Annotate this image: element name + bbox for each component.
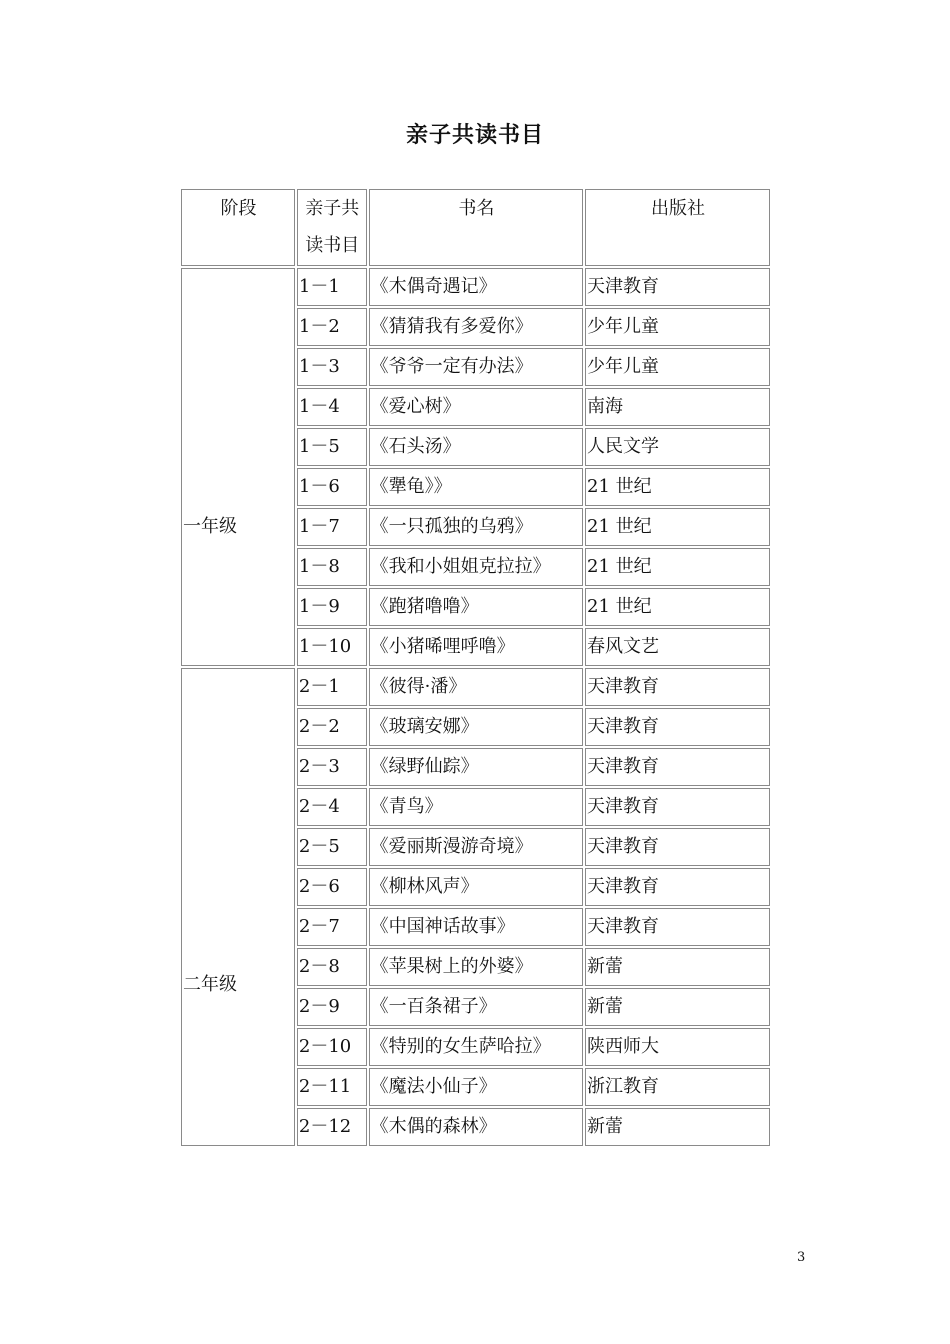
publisher-cell: 天津教育 [585, 668, 770, 706]
code-cell: 2－6 [297, 868, 367, 906]
publisher-cell: 春风文艺 [585, 628, 770, 666]
code-cell: 2－8 [297, 948, 367, 986]
publisher-cell: 21 世纪 [585, 468, 770, 506]
header-code-line1: 亲子共 [305, 198, 360, 219]
code-cell: 1－4 [297, 388, 367, 426]
publisher-cell: 天津教育 [585, 868, 770, 906]
book-title-cell: 《木偶的森林》 [369, 1108, 583, 1146]
book-title-cell: 《爷爷一定有办法》 [369, 348, 583, 386]
book-title-cell: 《一只孤独的乌鸦》 [369, 508, 583, 546]
table-body [181, 189, 770, 1146]
header-code [297, 189, 367, 266]
book-title-cell: 《石头汤》 [369, 428, 583, 466]
code-cell: 2－1 [297, 668, 367, 706]
reading-list-table [179, 187, 772, 1148]
publisher-cell: 新蕾 [585, 948, 770, 986]
code-cell: 1－6 [297, 468, 367, 506]
header-row [181, 189, 770, 266]
code-cell: 1－5 [297, 428, 367, 466]
book-title-cell: 《犟龟》》 [369, 468, 583, 506]
book-title-cell: 《爱丽斯漫游奇境》 [369, 828, 583, 866]
publisher-cell: 天津教育 [585, 828, 770, 866]
stage-label: 二年级 [183, 973, 237, 995]
header-book: 书名 [369, 189, 583, 266]
header-stage: 阶段 [181, 189, 295, 266]
book-title-cell: 《柳林风声》 [369, 868, 583, 906]
header-publisher: 出版社 [585, 189, 770, 266]
code-cell: 1－7 [297, 508, 367, 546]
book-title-cell: 《我和小姐姐克拉拉》 [369, 548, 583, 586]
book-title-cell: 《猜猜我有多爱你》 [369, 308, 583, 346]
code-cell: 1－10 [297, 628, 367, 666]
stage-cell [181, 268, 295, 666]
code-cell: 2－7 [297, 908, 367, 946]
book-title-cell: 《彼得·潘》 [369, 668, 583, 706]
publisher-cell: 21 世纪 [585, 588, 770, 626]
code-cell: 2－2 [297, 708, 367, 746]
publisher-cell: 21 世纪 [585, 548, 770, 586]
book-title-cell: 《玻璃安娜》 [369, 708, 583, 746]
book-title-cell: 《绿野仙踪》 [369, 748, 583, 786]
stage-cell [181, 668, 295, 1146]
book-title-cell: 《中国神话故事》 [369, 908, 583, 946]
table-row [181, 668, 770, 706]
publisher-cell: 新蕾 [585, 1108, 770, 1146]
code-cell: 2－9 [297, 988, 367, 1026]
book-title-cell: 《小猪唏哩呼噜》 [369, 628, 583, 666]
publisher-cell: 新蕾 [585, 988, 770, 1026]
stage-label: 一年级 [183, 516, 237, 537]
header-code-line2: 读书目 [305, 235, 360, 256]
code-cell: 1－2 [297, 308, 367, 346]
publisher-cell: 南海 [585, 388, 770, 426]
publisher-cell: 少年儿童 [585, 348, 770, 386]
code-cell: 2－4 [297, 788, 367, 826]
publisher-cell: 少年儿童 [585, 308, 770, 346]
publisher-cell: 浙江教育 [585, 1068, 770, 1106]
code-cell: 1－9 [297, 588, 367, 626]
code-cell: 2－3 [297, 748, 367, 786]
book-title-cell: 《苹果树上的外婆》 [369, 948, 583, 986]
book-title-cell: 《特别的女生萨哈拉》 [369, 1028, 583, 1066]
book-title-cell: 《魔法小仙子》 [369, 1068, 583, 1106]
page-title: 亲子共读书目 [405, 123, 544, 148]
code-cell: 1－1 [297, 268, 367, 306]
code-cell: 2－5 [297, 828, 367, 866]
book-title-cell: 《一百条裙子》 [369, 988, 583, 1026]
publisher-cell: 天津教育 [585, 788, 770, 826]
publisher-cell: 天津教育 [585, 748, 770, 786]
code-cell: 1－3 [297, 348, 367, 386]
publisher-cell: 人民文学 [585, 428, 770, 466]
publisher-cell: 天津教育 [585, 268, 770, 306]
publisher-cell: 天津教育 [585, 708, 770, 746]
book-title-cell: 《青鸟》 [369, 788, 583, 826]
book-title-cell: 《爱心树》 [369, 388, 583, 426]
code-cell: 2－11 [297, 1068, 367, 1106]
code-cell: 2－12 [297, 1108, 367, 1146]
code-cell: 2－10 [297, 1028, 367, 1066]
publisher-cell: 天津教育 [585, 908, 770, 946]
book-title-cell: 《跑猪噜噜》 [369, 588, 583, 626]
publisher-cell: 21 世纪 [585, 508, 770, 546]
code-cell: 1－8 [297, 548, 367, 586]
page-number: 3 [797, 1250, 806, 1265]
table-row [181, 268, 770, 306]
book-title-cell: 《木偶奇遇记》 [369, 268, 583, 306]
publisher-cell: 陕西师大 [585, 1028, 770, 1066]
